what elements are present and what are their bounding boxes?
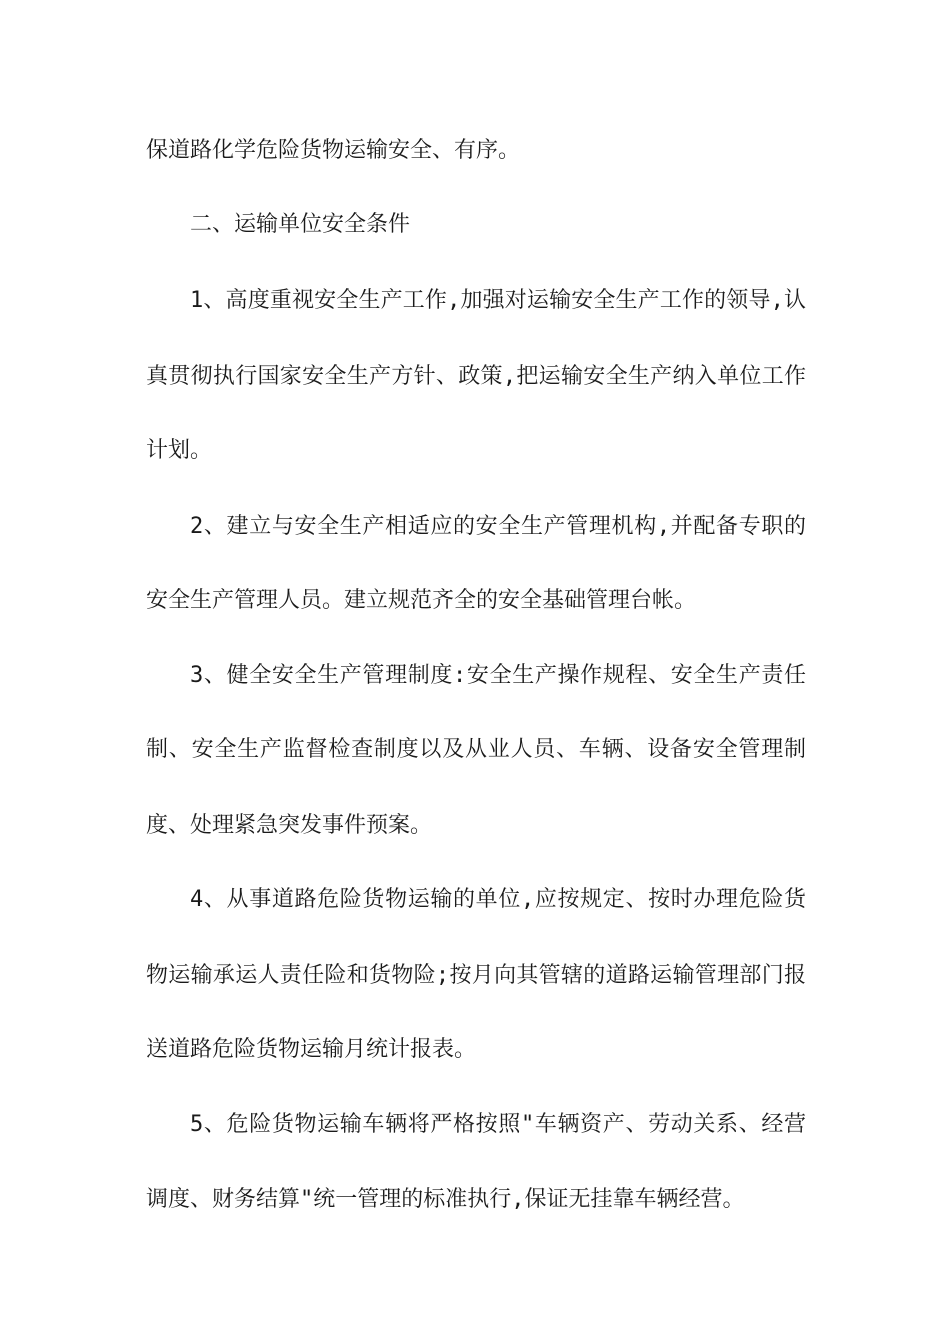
paragraph-line: 计划。 (146, 438, 213, 463)
paragraph-line: 1、高度重视安全生产工作,加强对运输安全生产工作的领导,认 (190, 288, 806, 313)
paragraph-line: 安全生产管理人员。建立规范齐全的安全基础管理台帐。 (146, 588, 697, 613)
section-heading: 二、运输单位安全条件 (190, 212, 411, 237)
paragraph-line: 送道路危险货物运输月统计报表。 (146, 1037, 477, 1062)
paragraph-line: 调度、财务结算"统一管理的标准执行,保证无挂靠车辆经营。 (146, 1187, 745, 1212)
paragraph-line: 物运输承运人责任险和货物险;按月向其管辖的道路运输管理部门报 (146, 963, 806, 988)
paragraph-line: 3、健全安全生产管理制度:安全生产操作规程、安全生产责任 (190, 663, 806, 688)
paragraph-line: 制、安全生产监督检查制度以及从业人员、车辆、设备安全管理制 (146, 737, 806, 762)
paragraph-line: 真贯彻执行国家安全生产方针、政策,把运输安全生产纳入单位工作 (146, 364, 806, 389)
paragraph-line: 度、处理紧急突发事件预案。 (146, 813, 433, 838)
paragraph-line: 保道路化学危险货物运输安全、有序。 (146, 138, 521, 163)
paragraph-line: 2、建立与安全生产相适应的安全生产管理机构,并配备专职的 (190, 514, 806, 539)
paragraph-line: 4、从事道路危险货物运输的单位,应按规定、按时办理危险货 (190, 887, 806, 912)
paragraph-line: 5、危险货物运输车辆将严格按照"车辆资产、劳动关系、经营 (190, 1112, 806, 1137)
